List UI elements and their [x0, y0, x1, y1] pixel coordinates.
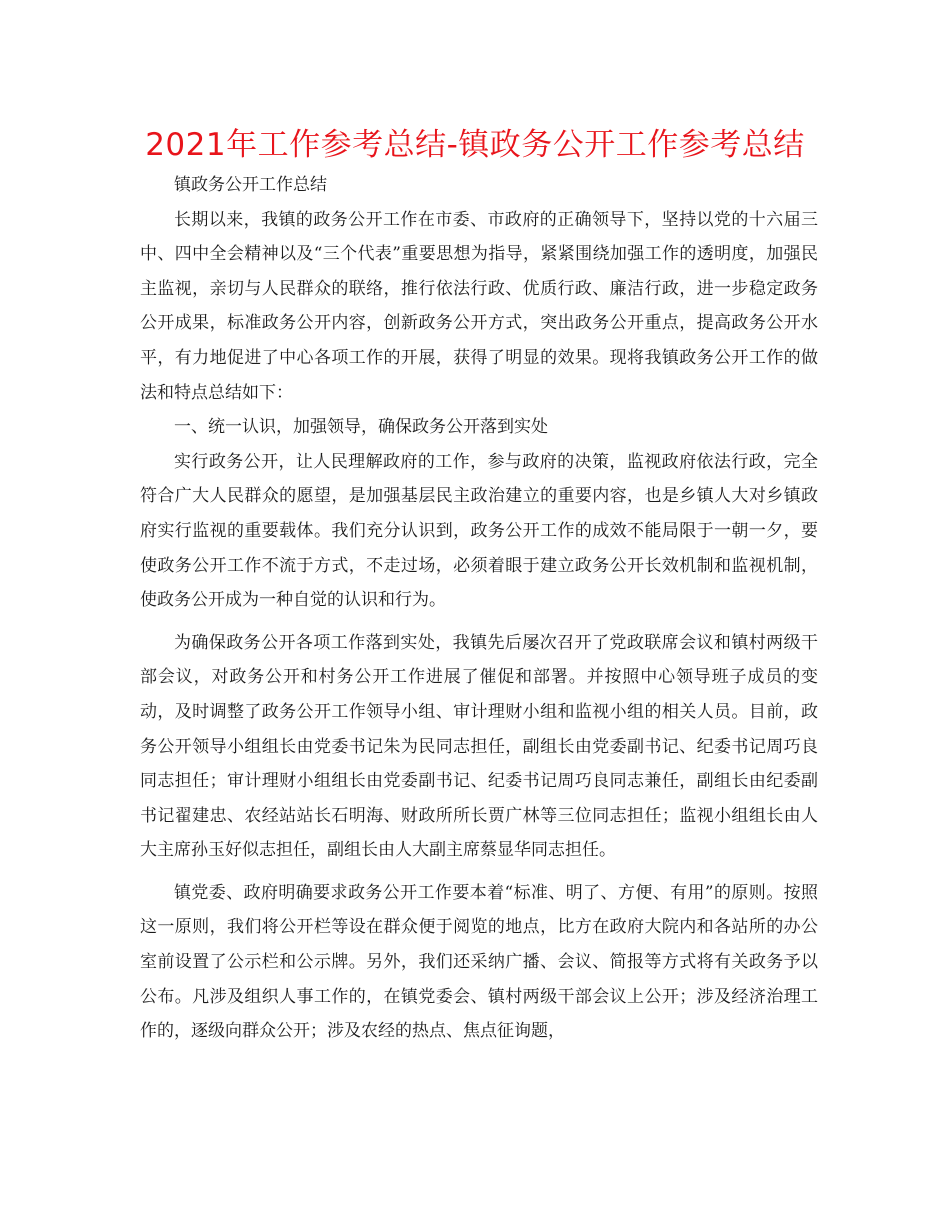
section-heading-1: 一、统一认识，加强领导，确保政务公开落到实处 — [174, 417, 548, 438]
paragraph-body: 实行政务公开，让人民理解政府的工作，参与政府的决策，监视政府依法行政，完全符合广大人民群众的愿望，是加强基层民主政治建立的重要内容，也是乡镇人大对乡镇政府实行监视的重要载体。我们充分认识到，政务公开工作的成效不能局限于一朝一夕，要使政务公开工作不流于方式，不走过场，必须着眼于建立政务公开长效机制和监视机制，使政务公开成为一种自觉的认识和行为。 — [140, 451, 818, 611]
document-title: 2021年工作参考总结-镇政务公开工作参考总结 — [145, 127, 805, 163]
paragraph-intro: 长期以来，我镇的政务公开工作在市委、市政府的正确领导下，坚持以党的十六届三中、四中全会精神以及“三个代表”重要思想为指导，紧紧围绕加强工作的透明度，加强民主监视，亲切与人民群众的联络，推行依法行政、优质行政、廉洁行政，进一步稳定政务公开成果，标准政务公开内容，创新政务公开方式，突出政务公开重点，提高政务公开水平，有力地促进了中心各项工作的开展，获得了明显的效果。现将我镇政务公开工作的做法和特点总结如下： — [140, 209, 818, 403]
paragraph-body: 为确保政务公开各项工作落到实处，我镇先后屡次召开了党政联席会议和镇村两级干部会议，对政务公开和村务公开工作进展了催促和部署。并按照中心领导班子成员的变动，及时调整了政务公开工作领导小组、审计理财小组和监视小组的相关人员。目前，政务公开领导小组组长由党委书记朱为民同志担任，副组长由党委副书记、纪委书记周巧良同志担任；审计理财小组组长由党委副书记、纪委书记周巧良同志兼任，副组长由纪委副书记翟建忠、农经站站长石明海、财政所所长贾广林等三位同志担任；监视小组组长由人大主席孙玉好似志担任，副组长由人大副主席蔡显华同志担任。 — [140, 632, 818, 861]
paragraph-body: 镇党委、政府明确要求政务公开工作要本着“标准、明了、方便、有用”的原则。按照这一原则，我们将公开栏等设在群众便于阅览的地点，比方在政府大院内和各站所的办公室前设置了公示栏和公示牌。另外，我们还采纳广播、会议、简报等方式将有关政务予以公布。凡涉及组织人事工作的，在镇党委会、镇村两级干部会议上公开；涉及经济治理工作的，逐级向群众公开；涉及农经的热点、焦点征询题， — [140, 882, 818, 1042]
paragraph-subtitle: 镇政务公开工作总结 — [174, 175, 327, 195]
document-body — [140, 168, 818, 1049]
